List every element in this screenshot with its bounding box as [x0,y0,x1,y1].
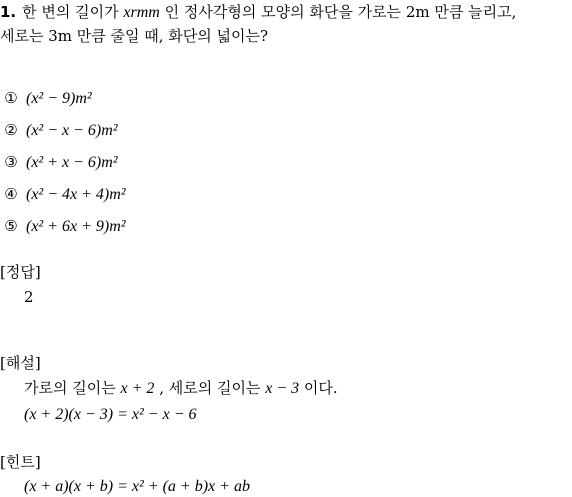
question-text-line-2: 세로는 3m 만큼 줄일 때, 화단의 넓이는? [0,27,269,45]
explanation-line-1 [24,378,338,399]
hint-heading: [힌트] [0,453,41,471]
option-5-marker: ⑤ [4,217,18,235]
question-number: 1. [0,3,17,21]
option-4-expression: (x² − 4x + 4)m² [26,186,126,203]
explanation-text-b: , 세로의 길이는 [159,379,261,397]
option-5-expression: (x² + 6x + 9)m² [26,218,126,235]
explanation-text-c: 이다. [303,379,338,397]
answer-heading: [정답] [0,263,41,281]
question-variable: xrmm [123,4,160,21]
option-1-expression: (x² − 9)m² [26,90,92,107]
option-2-expression: (x² − x − 6)m² [26,122,118,139]
question-text-part-a: 한 변의 길이가 [22,3,119,21]
explanation-line-2 [24,404,197,425]
hint-formula: (x + a)(x + b) = x² + (a + b)x + ab [24,478,250,495]
option-5[interactable] [2,216,126,237]
option-2-marker: ② [4,121,18,139]
option-4[interactable] [2,184,126,205]
option-2[interactable] [2,120,118,141]
explanation-equation: (x + 2)(x − 3) = x² − x − 6 [24,406,197,423]
explanation-width-expr: x + 2 [120,380,155,397]
answer-value: 2 [24,288,34,306]
explanation-heading: [해설] [0,354,41,372]
explanation-height-expr: x − 3 [265,380,300,397]
question-line-1 [0,2,516,23]
option-1[interactable] [2,88,92,109]
option-1-marker: ① [4,89,18,107]
option-3-marker: ③ [4,153,18,171]
explanation-text-a: 가로의 길이는 [24,379,116,397]
hint-formula-line [24,476,250,497]
option-3[interactable] [2,152,118,173]
option-4-marker: ④ [4,185,18,203]
option-3-expression: (x² + x − 6)m² [26,154,118,171]
question-text-part-b: 인 정사각형의 모양의 화단을 가로는 2m 만큼 늘리고, [164,3,517,21]
question-line-2 [0,26,268,46]
